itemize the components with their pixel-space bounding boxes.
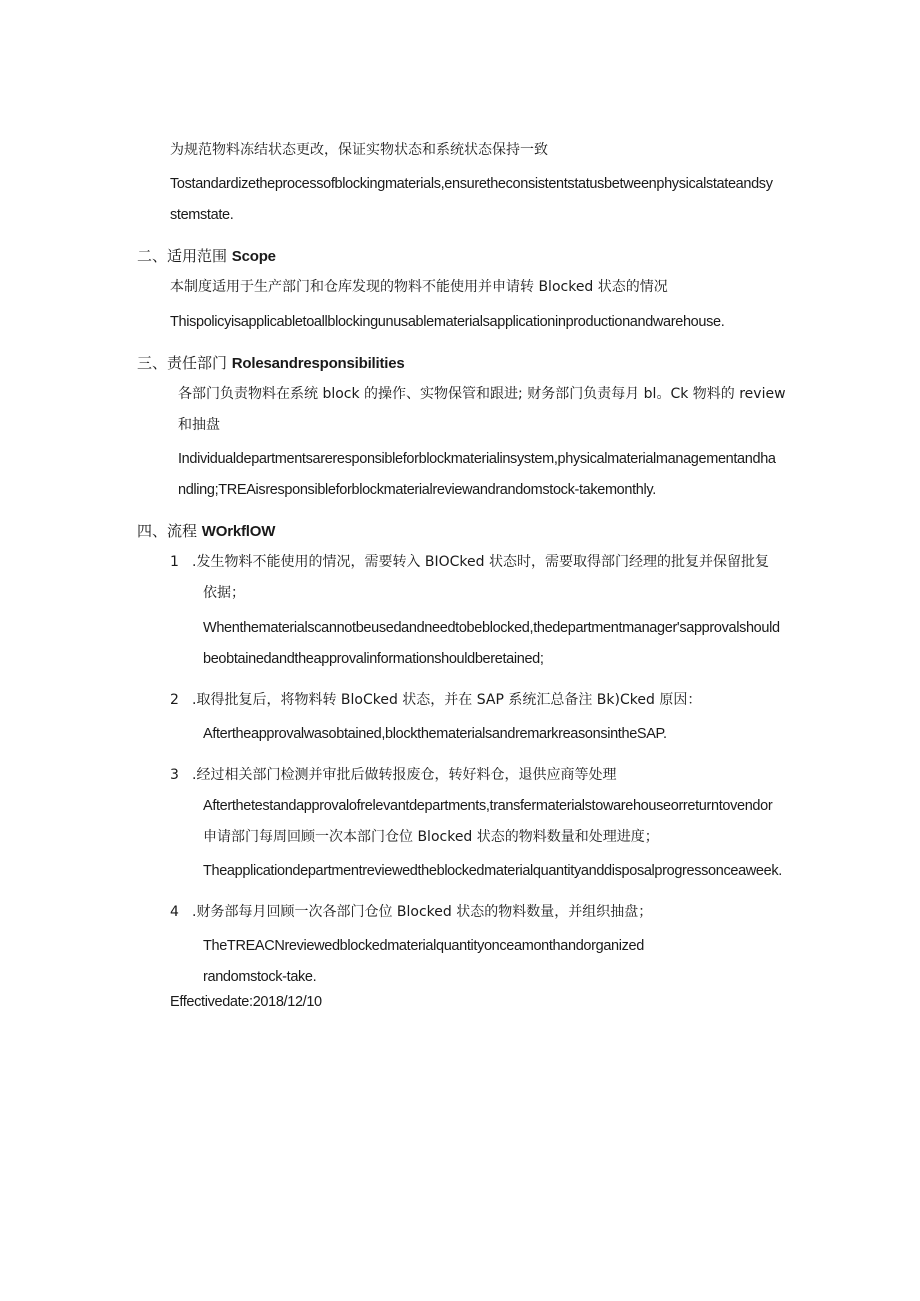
step-3-zh-line-2: 申请部门每周回顾一次本部门仓位 Blocked 状态的物料数量和处理进度； (203, 829, 659, 845)
purpose-zh: 为规范物料冻结状态更改，保证实物状态和系统状态保持一致 (170, 142, 548, 158)
workflow-heading (137, 522, 275, 541)
step-3-en-line-2: Theapplicationdepartmentreviewedtheblockedmaterialquantityanddisposalprogressonceaweek. (203, 863, 782, 879)
step-1-zh-text: .发生物料不能使用的情况，需要转入 BIOCked 状态时，需要取得部门经理的批复并保留批复 (192, 554, 769, 570)
step-1-number: 1 (170, 554, 179, 570)
step-4-zh (170, 903, 652, 921)
step-4-number: 4 (170, 904, 179, 920)
step-1-zh-line-2: 依据； (203, 585, 245, 601)
roles-en-line-1: Individualdepartmentsareresponsibleforblockmaterialinsystem,physicalmaterialmanagementandha (178, 451, 776, 467)
step-2-en: Aftertheapprovalwasobtained,blockthematerialsandremarkreasonsintheSAP. (203, 726, 667, 742)
step-2-zh (170, 691, 701, 709)
roles-heading-en: Rolesandresponsibilities (231, 355, 405, 372)
step-3-zh-line-1 (170, 766, 616, 784)
effective-date: Effectivedate:2018/12/10 (170, 994, 322, 1010)
step-2-zh-text: .取得批复后，将物料转 BloCked 状态，并在 SAP 系统汇总备注 Bk)Cked 原因： (192, 692, 702, 708)
step-1-zh-line-1 (170, 553, 769, 571)
step-3-number: 3 (170, 767, 179, 783)
workflow-heading-zh: 四、流程 (137, 522, 198, 540)
step-4-en-line-1: TheTREACNreviewedblockedmaterialquantityonceamonthandorganized (203, 938, 644, 954)
roles-en-line-2: ndling;TREAisresponsibleforblockmaterialreviewandrandomstock-takemonthly. (178, 482, 656, 498)
step-1-en-line-2: beobtainedandtheapprovalinformationshouldberetained; (203, 651, 544, 667)
purpose-en-line-1: Tostandardizetheprocessofblockingmaterials,ensuretheconsistentstatusbetweenphysicalstateandsy (170, 176, 773, 192)
step-3-zh-text: .经过相关部门检测并审批后做转报废仓，转好料仓，退供应商等处理 (192, 767, 617, 783)
step-2-number: 2 (170, 692, 179, 708)
scope-heading-zh: 二、适用范围 (137, 247, 228, 265)
roles-zh-line-1: 各部门负责物料在系统 block 的操作、实物保管和跟进; 财务部门负责每月 bl。Ck 物料的 review (178, 386, 786, 402)
scope-zh: 本制度适用于生产部门和仓库发现的物料不能使用并申请转 Blocked 状态的情况 (170, 279, 668, 295)
roles-zh-line-2: 和抽盘 (178, 417, 220, 433)
step-3-en-line-1: Afterthetestandapprovalofrelevantdepartments,transfermaterialstowarehouseorreturntovendor (203, 798, 773, 814)
scope-heading (137, 247, 276, 266)
step-1-en-line-1: Whenthematerialscannotbeusedandneedtobeblocked,thedepartmentmanager'sapprovalshould (203, 620, 780, 636)
step-4-en-line-2: randomstock-take. (203, 969, 317, 985)
workflow-heading-en: WOrkflOW (201, 523, 276, 540)
scope-en: Thispolicyisapplicabletoallblockingunusablematerialsapplicationinproductionandwarehouse. (170, 314, 725, 330)
step-4-zh-text: .财务部每月回顾一次各部门仓位 Blocked 状态的物料数量，并组织抽盘； (192, 904, 653, 920)
purpose-en-line-2: stemstate. (170, 207, 234, 223)
roles-heading-zh: 三、责任部门 (137, 354, 228, 372)
scope-heading-en: Scope (231, 248, 276, 265)
roles-heading (137, 354, 405, 373)
